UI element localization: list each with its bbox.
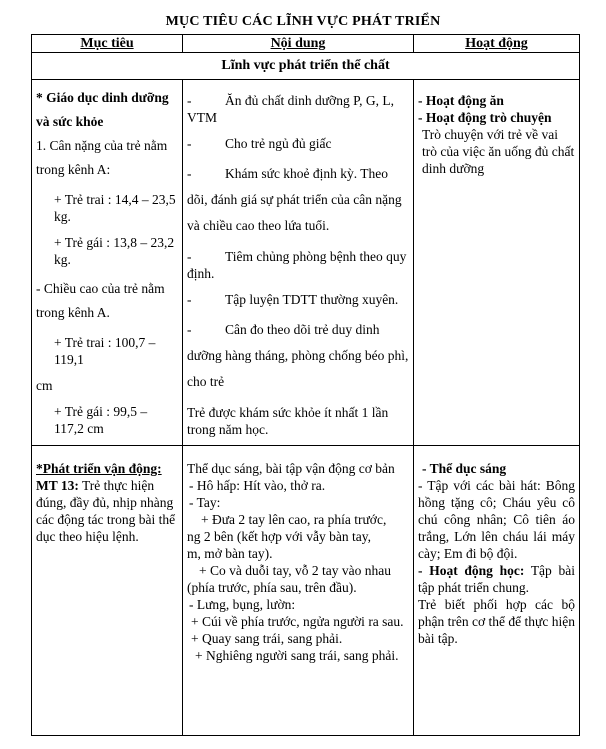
activity-item: - Hoạt động học: Tập bài tập phát triển chung. [418,563,575,595]
content-item: - Lưng, bụng, lườn: [189,597,296,612]
goal-boy-height: + Trẻ trai : 100,7 – 119,1 [54,335,156,367]
goal-boy-weight: + Trẻ trai : 14,4 – 23,5 kg. [54,192,176,224]
content-item: + Co và duỗi tay, vỗ 2 tay vào nhau (phía trước, phía sau, trên đầu). [187,563,391,595]
content-item: - Khám sức khoẻ định kỳ. Theo dõi, đánh giá sự phát triển của cân nặng và chiều cao theo lứa tuổi. [187,166,402,233]
goals-table [31,34,580,736]
goal-girl-height: + Trẻ gái : 99,5 – 117,2 cm [54,404,148,436]
content-item: - Hô hấp: Hít vào, thở ra. [189,478,326,493]
activity-item: - Hoạt động trò chuyện [418,110,552,125]
activity-cell-motor [414,446,580,736]
header-goal: Mục tiêu [32,35,183,53]
activity-cell-nutrition [414,80,580,446]
content-item: m, mở bàn tay). [187,546,273,561]
content-item: + Nghiêng người sang trái, sang phải. [195,648,399,663]
content-item: ng 2 bên (kết hợp với vẫy bàn tay, [187,529,371,544]
section-title: Lĩnh vực phát triển thể chất [32,53,580,80]
table-row [32,446,580,736]
section-row [32,53,580,80]
goal-heading-motor: *Phát triển vận động: [36,461,162,476]
content-item: Thể dục sáng, bài tập vận động cơ bản [187,461,395,476]
goal-girl-weight: + Trẻ gái : 13,8 – 23,2 kg. [54,235,175,267]
activity-item: Trẻ biết phối hợp các bộ phận trên cơ thể để thực hiện bài tập. [418,597,575,646]
content-item: Trẻ được khám sức khỏe ít nhất 1 lần trong năm học. [187,405,389,437]
goal-boy-height-unit: cm [36,378,53,393]
activity-item: - Hoạt động ăn [418,93,504,108]
header-activity: Hoạt động [414,35,580,53]
content-item: + Đưa 2 tay lên cao, ra phía trước, [201,512,387,527]
goal-weight-item: 1. Cân nặng của trẻ nằm trong kênh A: [36,138,168,177]
activity-item: - Thể dục sáng [422,461,507,476]
goal-cell-motor [32,446,183,736]
content-item: - Tiêm chủng phòng bệnh theo quy định. [187,249,407,281]
goal-heading-nutrition: * Giáo dục dinh dưỡng và sức khỏe [36,90,169,129]
content-item: + Quay sang trái, sang phải. [191,631,343,646]
goal-mt13: MT 13: Trẻ thực hiện đúng, đầy đủ, nhịp nhàng các động tác trong bài thể dục theo hiệu lệnh. [36,478,176,544]
content-item: - Cân đo theo dõi trẻ duy dinh dưỡng hàng tháng, phòng chống béo phì, cho trẻ [187,322,409,389]
table-row [32,80,580,446]
table-header-row [32,35,580,53]
content-cell-nutrition [183,80,414,446]
content-item: + Cúi về phía trước, ngửa người ra sau. [191,614,404,629]
content-item: - Ăn đủ chất dinh dưỡng P, G, L, VTM [187,93,394,125]
activity-item: - Tập với các bài hát: Bông hồng tặng cô; Cháu yêu cô chú công nhân; Cô tiên áo trắng, Lớn lên cháu lái máy cày; Em đi bộ đội. [418,478,575,561]
goal-cell-nutrition [32,80,183,446]
content-cell-motor [183,446,414,736]
goal-height-item: - Chiều cao của trẻ nằm trong kênh A. [36,281,165,320]
content-item: - Tập luyện TDTT thường xuyên. [187,292,399,307]
activity-item: Trò chuyện với trẻ về vai trò của việc ăn uống đủ chất dinh dưỡng [422,127,575,176]
header-content: Nội dung [183,35,414,53]
content-item: - Tay: [189,495,221,510]
content-item: - Cho trẻ ngủ đủ giấc [187,136,332,151]
page-title: MỤC TIÊU CÁC LĨNH VỰC PHÁT TRIỂN [165,14,441,29]
